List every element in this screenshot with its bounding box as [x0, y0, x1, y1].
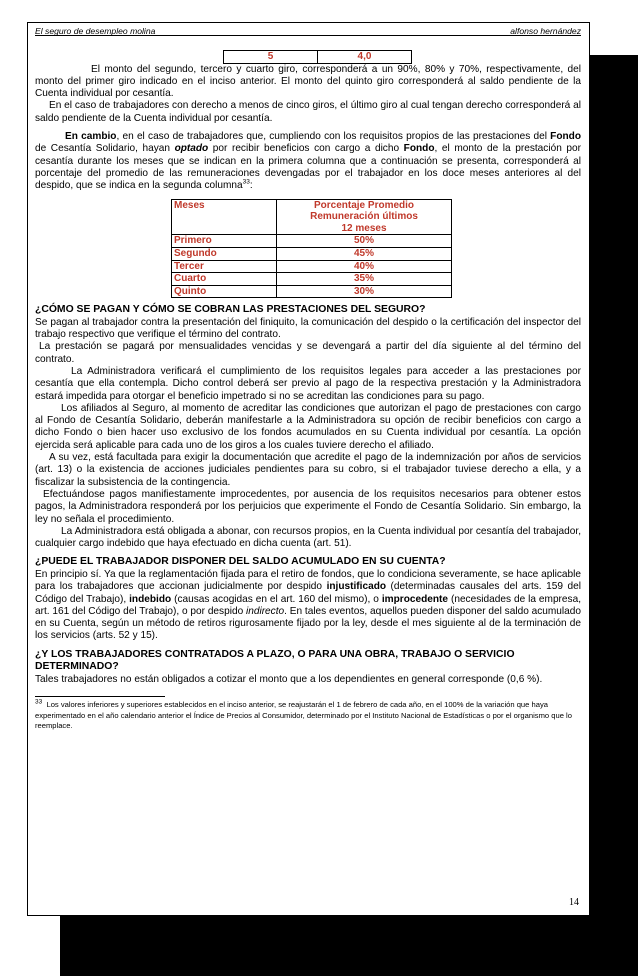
text-run: por recibir beneficios con cargo a dicho: [208, 143, 404, 155]
paragraph: [35, 569, 581, 643]
bold-italic-text: optado: [174, 143, 209, 155]
text-run: , el monto de la prestación por cesantía durante los meses que se indican en la primera columna que a continuación se presenta, corresponderá al porcentaje del promedio de las remuneraciones devengadas por el trabajador en los doce meses anteriores al del despido, que se indica en la segunda columna: [35, 143, 581, 192]
section-heading: ¿CÓMO SE PAGAN Y CÓMO SE COBRAN LAS PRESTACIONES DEL SEGURO?: [35, 304, 426, 316]
footnote: [35, 700, 581, 732]
page-content: [35, 26, 581, 732]
text-run: (necesidades de la empresa, art. 161 del Código del Trabajo), o por despido: [35, 593, 581, 617]
paragraph: [35, 131, 581, 192]
table-cell: 5: [224, 51, 318, 64]
table-cell: 35%: [277, 273, 452, 286]
header-line: 12 meses: [341, 222, 387, 234]
table-row: [172, 247, 452, 260]
bold-text: En cambio: [65, 131, 117, 143]
table-row: [224, 51, 412, 64]
table-cell: Cuarto: [172, 273, 277, 286]
table-cell: 40%: [277, 260, 452, 273]
table-cell: Quinto: [172, 285, 277, 298]
table-cell: 4,0: [318, 51, 412, 64]
paragraph: Efectuándose pagos manifiestamente improcedentes, por ausencia de los requisitos necesarios para obtener estos pagos, la Administradora responderá por los perjuicios que experimente el Fondo de Cesantía Solidario. Sin embargo, la ley no señala el procedimiento.: [35, 488, 581, 525]
running-header: [35, 26, 581, 50]
footnote-ref[interactable]: 33: [242, 178, 250, 186]
italic-text: indirecto: [245, 605, 285, 617]
table-row: [172, 235, 452, 248]
text-run: (causas acogidas en el art. 160 del mismo), o: [171, 593, 382, 605]
page-number: 14: [569, 897, 579, 908]
header-right: alfonso hernández: [510, 26, 581, 36]
footnote-number: 33: [35, 698, 43, 706]
table-row: [172, 273, 452, 286]
table-cell: Tercer: [172, 260, 277, 273]
percentage-table: [171, 199, 452, 299]
footnote-text: Los valores inferiores y superiores establecidos en el inciso anterior, se reajustarán el 1 de febrero de cada año, en el 100% de la variación que haya experimentado en el año calendario anterior el Índice de Precios al Consumidor, determinado por el Instituto Nacional de Estadísticas o por el organismo que lo reemplace.: [35, 700, 572, 731]
paragraph: Se pagan al trabajador contra la presentación del finiquito, la comunicación del despido o la certificación del inspector del trabajo respectivo que verifique el término del contrato.: [35, 316, 581, 341]
footnote-rule: [35, 696, 165, 697]
page-shadow-bottom: [60, 916, 638, 976]
bold-text: indebido: [129, 593, 172, 605]
bold-text: Fondo: [550, 131, 582, 143]
page-shadow-right: [590, 55, 638, 976]
text-run: . En tales eventos, aquellos pueden disponer del saldo acumulado en su Cuenta, según un método de retiros rigurosamente fijado por la ley, desde el mes siguiente al de la terminación de los servicios (arts. 52 y 15).: [35, 605, 581, 642]
paragraph: A su vez, está facultada para exigir la documentación que acredite el pago de la indemnización por años de servicios (art. 13) o la existencia de acciones judiciales pendientes para su cobro, si el trabajador tuviese derecho a ella, y a fiscalizar la subsistencia de la contingencia.: [35, 452, 581, 488]
bold-text: Fondo: [403, 143, 435, 155]
table-header-cell: Meses: [172, 199, 277, 235]
bold-text: improcedente: [381, 593, 449, 605]
table-row: [172, 285, 452, 298]
table-row: [172, 260, 452, 273]
section-heading: ¿PUEDE EL TRABAJADOR DISPONER DEL SALDO ACUMULADO EN SU CUENTA?: [35, 556, 446, 568]
paragraph: En el caso de trabajadores con derecho a menos de cinco giros, el último giro al cual tengan derecho corresponderá al saldo pendiente de la Cuenta individual por cesantía.: [35, 100, 581, 124]
top-table: [223, 50, 412, 64]
header-left: El seguro de desempleo molina: [35, 26, 156, 36]
paragraph: La Administradora está obligada a abonar, con recursos propios, en la Cuenta individual por cesantía del trabajador, cualquier cargo indebido que haya efectuado en dicha cuenta (art. 51).: [35, 525, 581, 550]
text-run: de Cesantía Solidario, hayan: [35, 143, 175, 155]
table-cell: Primero: [172, 235, 277, 248]
text-run: , en el caso de trabajadores que, cumpliendo con los requisitos propios de las prestaciones del: [116, 131, 551, 143]
bold-text: injustificado: [326, 581, 387, 593]
document-page: [27, 22, 590, 916]
section-heading: ¿Y LOS TRABAJADORES CONTRATADOS A PLAZO, O PARA UNA OBRA, TRABAJO O SERVICIO DETERMINADO?: [35, 648, 515, 673]
paragraph: Los afiliados al Seguro, al momento de acreditar las condiciones que autorizan el pago de prestaciones con cargo al Fondo de Cesantía Solidario, deberán manifestarle a la Administradora su opción de recibir beneficios con cargo a dicho Fondo o bien hacer uso exclusivo de los fondos acumulados en su Cuenta individual por cesantía. La opción ejercida será aplicable para cada uno de los giros a los cuales tuviere derecho el afiliado.: [35, 402, 581, 451]
table-cell: 30%: [277, 285, 452, 298]
table-header-row: [172, 199, 452, 235]
paragraph: El monto del segundo, tercero y cuarto giro, corresponderá a un 90%, 80% y 70%, respectivamente, del monto del primer giro indicado en el inciso anterior. El monto del quinto giro corresponderá al saldo pendiente de la Cuenta individual por cesantía.: [35, 63, 581, 100]
paragraph: La prestación se pagará por mensualidades vencidas y se devengará a partir del día siguiente al del término del contrato.: [35, 341, 581, 365]
table-cell: Segundo: [172, 247, 277, 260]
table-cell: 45%: [277, 247, 452, 260]
text-run: :: [249, 180, 253, 192]
header-rule: [35, 35, 581, 36]
paragraph: Tales trabajadores no están obligados a cotizar el monto que a los dependientes en general corresponde (0,6 %).: [35, 673, 543, 685]
text-run: (determinadas causales del arts. 159 del Código del Trabajo),: [35, 581, 581, 605]
header-line: Remuneración últimos: [310, 211, 418, 223]
table-header-cell: [277, 199, 452, 235]
paragraph: La Administradora verificará el cumplimiento de los requisitos legales para acceder a las prestaciones por cesantía que ella contempla. Dicho control deberá ser previo al pago de la respectiva prestación y la Administradora estará impedida para otorgar el beneficio impetrado si no se acreditan las condiciones para su pago.: [35, 366, 581, 402]
text-run: En principio sí. Ya que la reglamentación fijada para el retiro de fondos, que lo condiciona severamente, se hace aplicable para los trabajadores que accionan judicialmente por despido: [35, 568, 581, 593]
table-cell: 50%: [277, 235, 452, 248]
header-line: Porcentaje Promedio: [313, 199, 415, 211]
